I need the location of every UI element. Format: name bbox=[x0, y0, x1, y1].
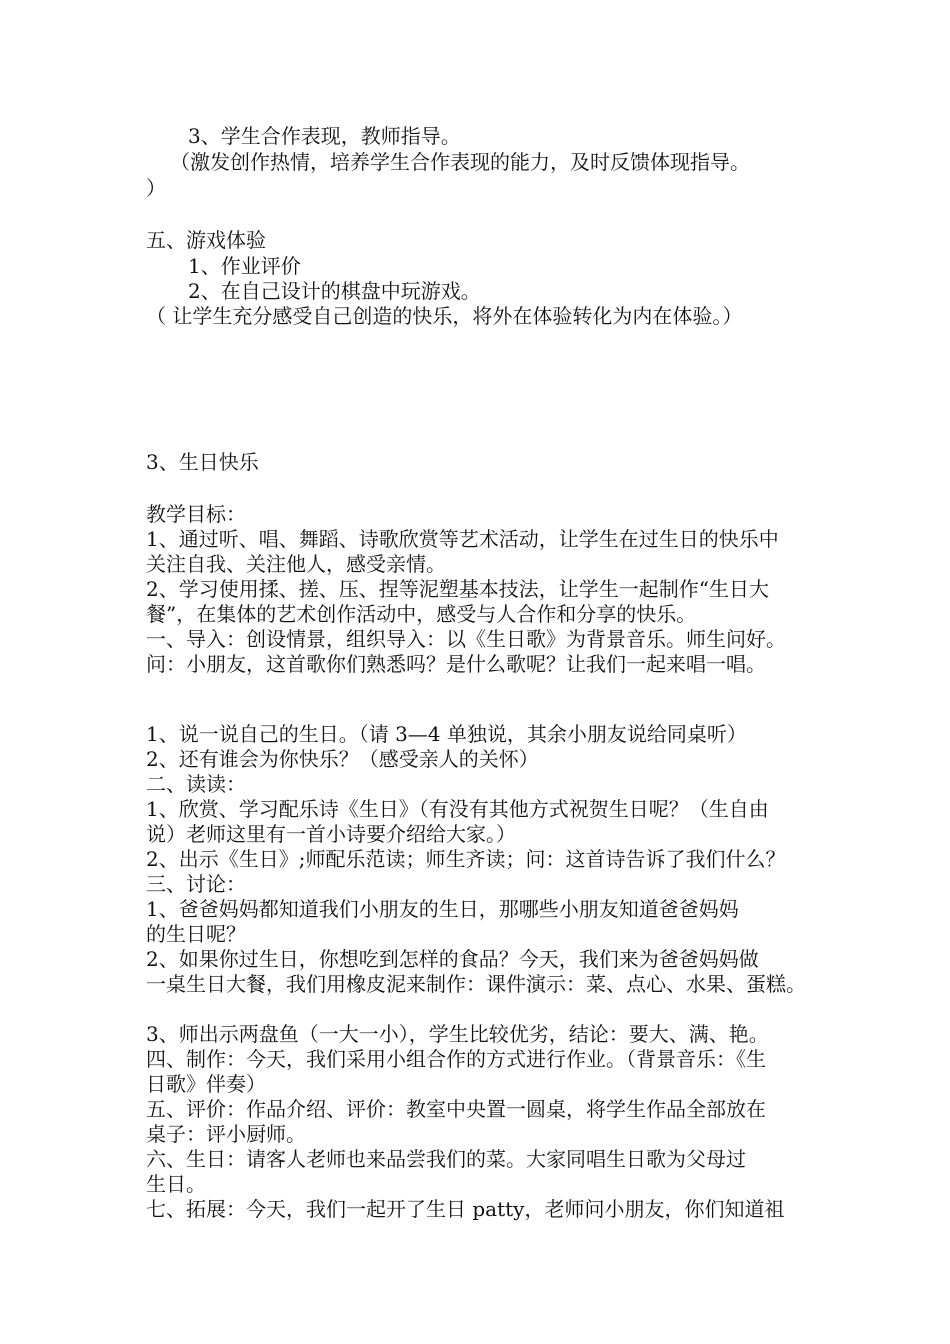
text-line: ） bbox=[146, 176, 166, 200]
text-line: 2、出示《生日》;师配乐范读；师生齐读；问：这首诗告诉了我们什么？ bbox=[146, 847, 786, 871]
text-line: 六、生日：请客人老师也来品尝我们的菜。大家同唱生日歌为父母过 bbox=[146, 1147, 746, 1171]
text-line: 日歌》伴奏） bbox=[146, 1072, 266, 1096]
text-line: （激发创作热情，培养学生合作表现的能力，及时反馈体现指导。 bbox=[170, 150, 750, 174]
text-line: 2、在自己设计的棋盘中玩游戏。 bbox=[188, 279, 481, 303]
text-line: 2、学习使用揉、搓、压、捏等泥塑基本技法，让学生一起制作“生日大 bbox=[146, 577, 769, 601]
text-line: 二、读读： bbox=[146, 772, 246, 796]
text-line: 1、作业评价 bbox=[188, 254, 301, 278]
text-line: 问：小朋友，这首歌你们熟悉吗？是什么歌呢？让我们一起来唱一唱。 bbox=[146, 652, 766, 676]
text-line: 餐”，在集体的艺术创作活动中，感受与人合作和分享的快乐。 bbox=[146, 602, 697, 626]
text-line: 一、导入：创设情景，组织导入：以《生日歌》为背景音乐。师生问好。 bbox=[146, 627, 786, 651]
text-line: 五、评价：作品介绍、评价：教室中央置一圆桌，将学生作品全部放在 bbox=[146, 1097, 766, 1121]
text-line: 1、通过听、唱、舞蹈、诗歌欣赏等艺术活动，让学生在过生日的快乐中 bbox=[146, 527, 779, 551]
text-line: 说）老师这里有一首小诗要介绍给大家。） bbox=[146, 822, 516, 846]
text-line: 关注自我、关注他人，感受亲情。 bbox=[146, 552, 446, 576]
text-line: 3、学生合作表现，教师指导。 bbox=[188, 124, 461, 148]
text-line: 一桌生日大餐，我们用橡皮泥来制作：课件演示：菜、点心、水果、蛋糕。 bbox=[146, 972, 806, 996]
section-heading: 五、游戏体验 bbox=[146, 228, 266, 252]
text-line: 桌子：评小厨师。 bbox=[146, 1122, 306, 1146]
text-line: 1、说一说自己的生日。（请 3—4 单独说，其余小朋友说给同桌听） bbox=[146, 722, 747, 746]
text-line: 的生日呢？ bbox=[146, 922, 246, 946]
text-line: 2、还有谁会为你快乐？（感受亲人的关怀） bbox=[146, 747, 539, 771]
text-line: 七、拓展：今天，我们一起开了生日 patty，老师问小朋友，你们知道祖 bbox=[146, 1197, 785, 1221]
text-line: （ 让学生充分感受自己创造的快乐，将外在体验转化为内在体验。） bbox=[146, 304, 743, 328]
text-line: 1、欣赏、学习配乐诗《生日》（有没有其他方式祝贺生日呢？（生自由 bbox=[146, 797, 769, 821]
text-line: 2、如果你过生日，你想吃到怎样的食品？今天，我们来为爸爸妈妈做 bbox=[146, 947, 759, 971]
text-line: 三、讨论： bbox=[146, 872, 246, 896]
text-line: 1、爸爸妈妈都知道我们小朋友的生日，那哪些小朋友知道爸爸妈妈 bbox=[146, 897, 739, 921]
goal-heading: 教学目标： bbox=[146, 502, 246, 526]
text-line: 3、师出示两盘鱼（一大一小），学生比较优劣，结论：要大、满、艳。 bbox=[146, 1022, 769, 1046]
text-line: 四、制作：今天，我们采用小组合作的方式进行作业。（背景音乐：《生 bbox=[146, 1047, 766, 1071]
text-line: 生日。 bbox=[146, 1172, 206, 1196]
lesson-title: 3、生日快乐 bbox=[146, 450, 259, 474]
